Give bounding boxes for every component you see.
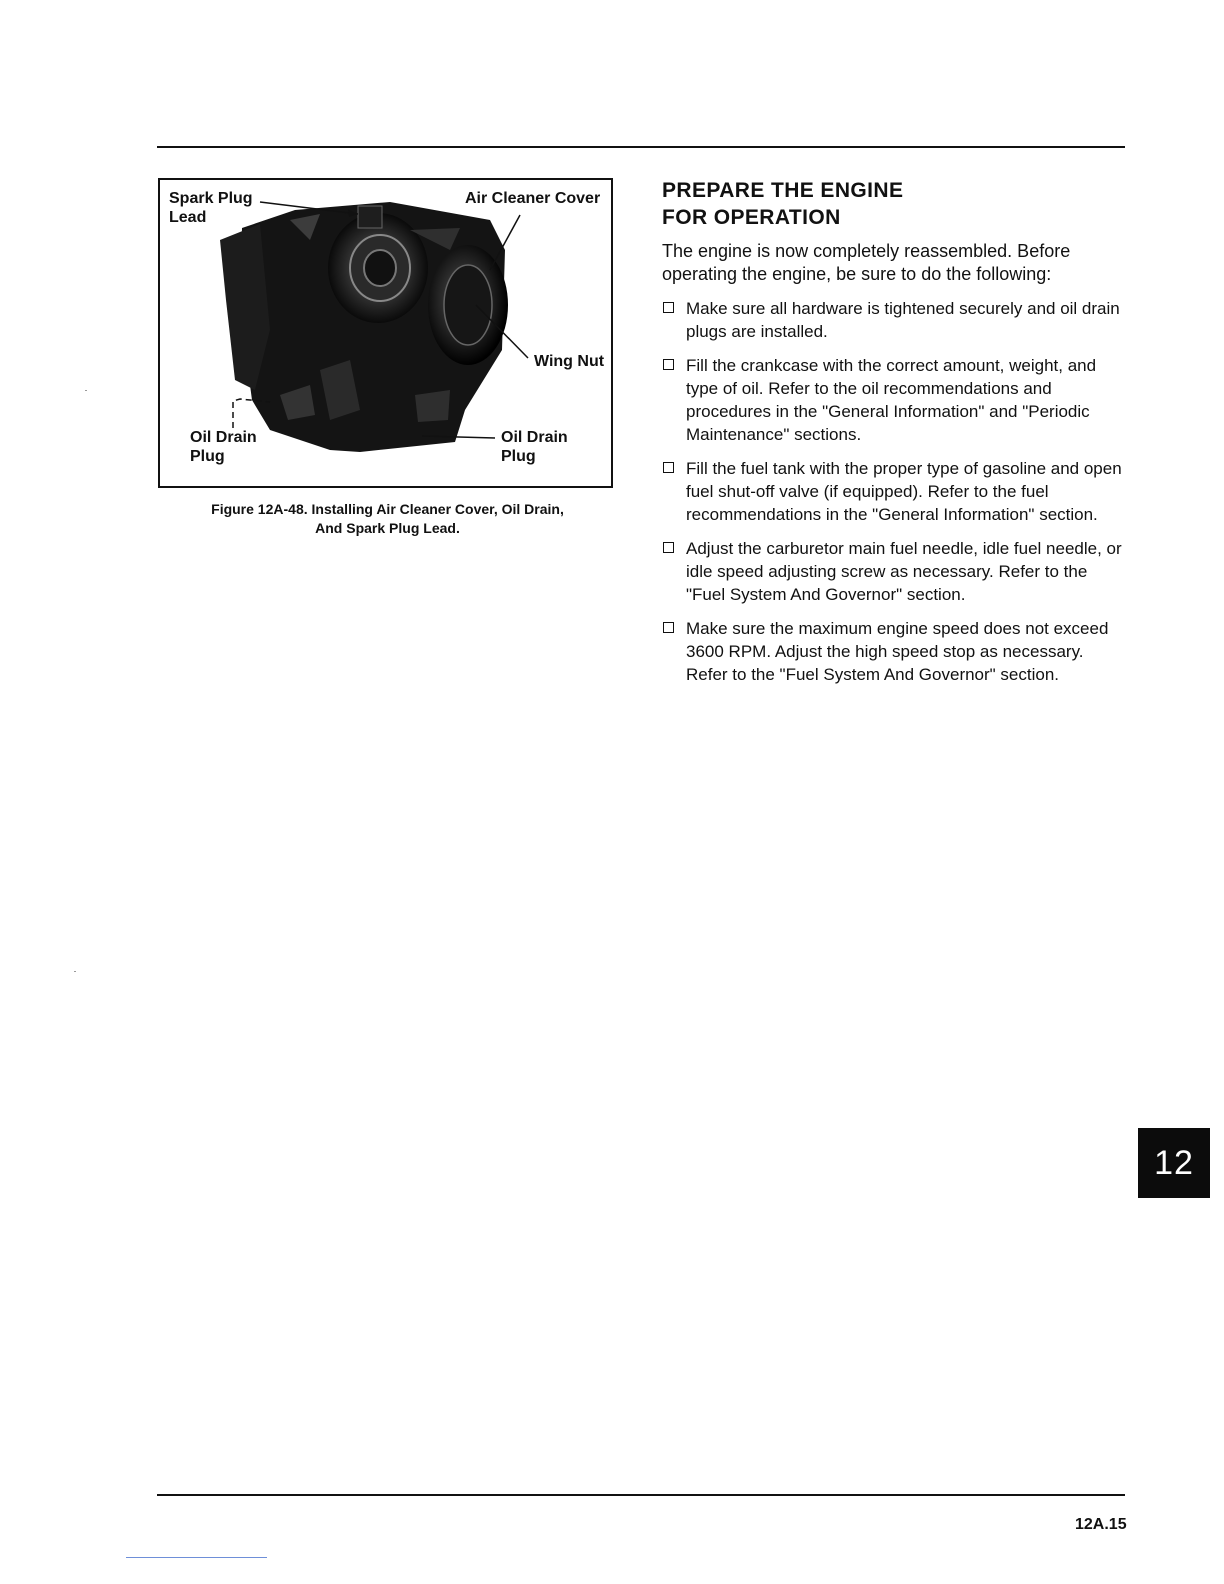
checklist-item: [662, 617, 1128, 686]
checklist-item: [662, 354, 1128, 446]
section-title-line1: PREPARE THE ENGINE: [662, 179, 904, 202]
checkbox-icon: [663, 359, 674, 370]
checkbox-icon: [663, 622, 674, 633]
footer-rule: [157, 1494, 1125, 1496]
scan-mark: [74, 971, 76, 972]
callout-oil-drain-plug-right: Oil Drain Plug: [501, 429, 568, 465]
checklist: [662, 297, 1128, 697]
scan-mark: [85, 390, 87, 391]
checklist-item: [662, 297, 1128, 343]
callout-air-cleaner-cover: Air Cleaner Cover: [465, 190, 601, 207]
callout-wing-nut: Wing Nut: [534, 353, 605, 370]
checklist-item-text: Make sure all hardware is tightened securely and oil drain plugs are installed.: [686, 299, 1120, 341]
section-title-line2: FOR OPERATION: [662, 206, 841, 229]
header-rule: [157, 146, 1125, 148]
callout-spark-plug-lead: Spark Plug Lead: [169, 190, 253, 226]
checkbox-icon: [663, 462, 674, 473]
checklist-item-text: Fill the crankcase with the correct amount, weight, and type of oil. Refer to the oil recommendations and procedures in the "General Information" and "Periodic Maintenance" sections.: [686, 356, 1097, 444]
checklist-item: [662, 457, 1128, 526]
checkbox-icon: [663, 542, 674, 553]
checklist-item-text: Adjust the carburetor main fuel needle, idle fuel needle, or idle speed adjusting screw as necessary. Refer to the "Fuel System And Governor" section.: [686, 539, 1122, 604]
figure-caption-line1: Figure 12A-48. Installing Air Cleaner Cover, Oil Drain,: [211, 501, 564, 517]
checkbox-icon: [663, 302, 674, 313]
checklist-item-text: Fill the fuel tank with the proper type of gasoline and open fuel shut-off valve (if equipped). Refer to the fuel recommendations in the "General Information" section.: [686, 459, 1122, 524]
figure-caption: [160, 500, 615, 538]
page-number: 12A.15: [1075, 1516, 1127, 1533]
figure-caption-line2: And Spark Plug Lead.: [315, 520, 460, 536]
checklist-item: [662, 537, 1128, 606]
intro-paragraph: The engine is now completely reassembled. Before operating the engine, be sure to do the following:: [662, 241, 1071, 284]
scan-artifact-line: [126, 1557, 267, 1558]
chapter-tab: 12: [1138, 1128, 1210, 1198]
figure-engine-photo: [158, 178, 613, 488]
checklist-item-text: Make sure the maximum engine speed does not exceed 3600 RPM. Adjust the high speed stop as necessary. Refer to the "Fuel System And Governor" section.: [686, 619, 1109, 684]
section-title: [662, 177, 1122, 231]
callout-oil-drain-plug-left: Oil Drain Plug: [190, 429, 257, 465]
